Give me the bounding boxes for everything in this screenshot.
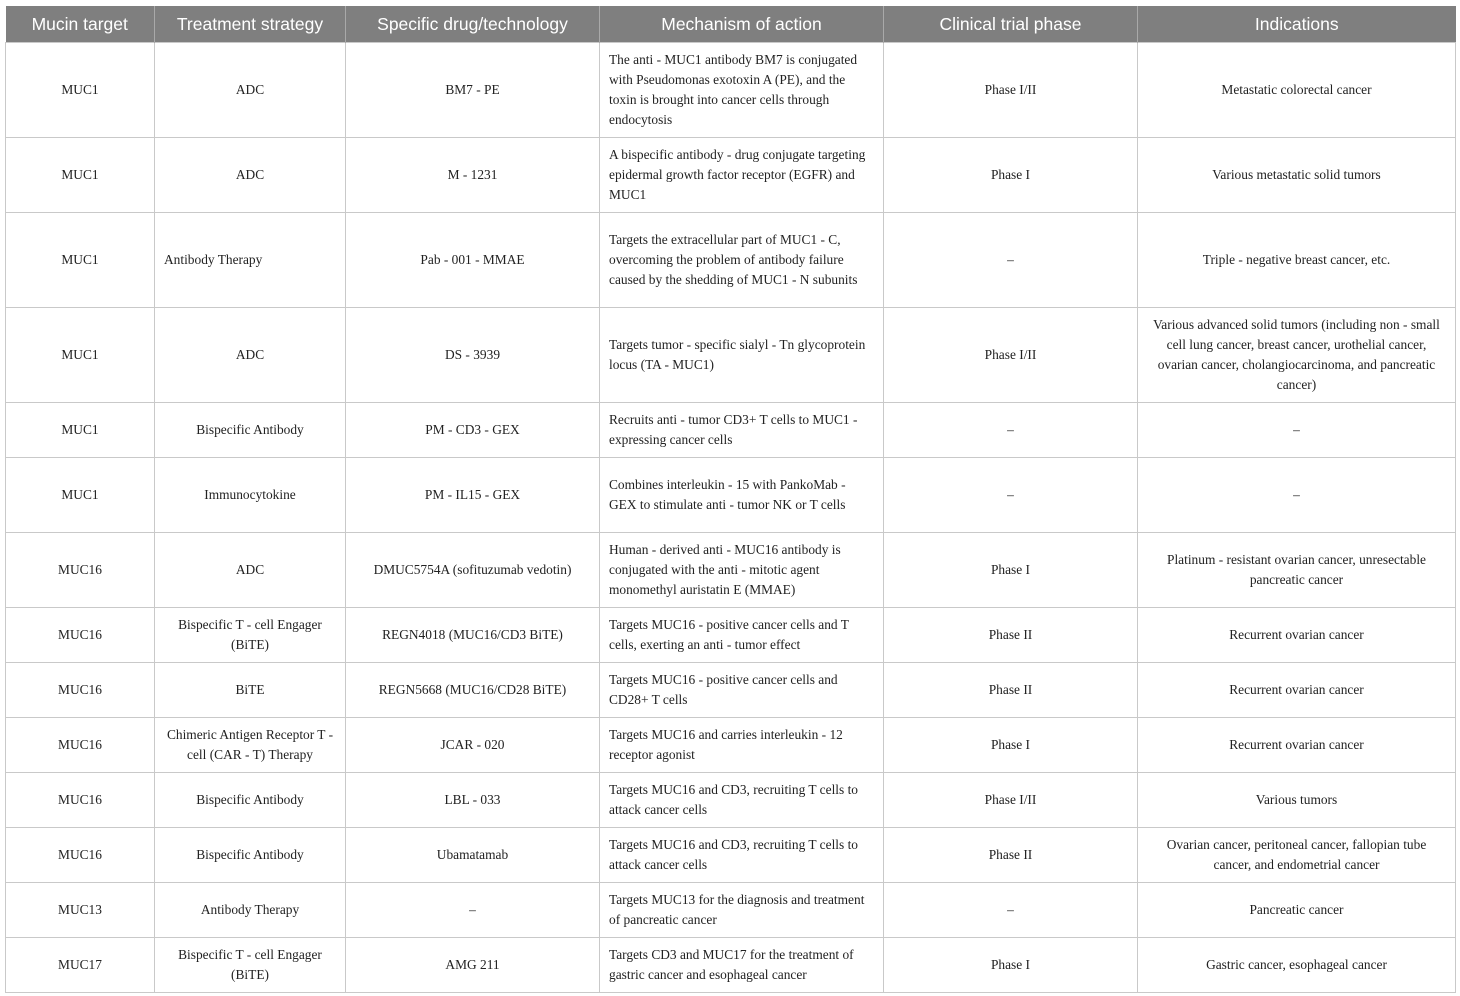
cell-treatment-strategy: Chimeric Antigen Receptor T - cell (CAR - T) Therapy: [155, 718, 346, 773]
table-row: [6, 138, 1456, 213]
cell-mucin-target: MUC16: [6, 718, 155, 773]
cell-phase: Phase II: [884, 663, 1138, 718]
cell-mucin-target: MUC17: [6, 938, 155, 993]
cell-indications: Pancreatic cancer: [1138, 883, 1456, 938]
cell-mucin-target: MUC1: [6, 308, 155, 403]
cell-mechanism: Targets MUC16 - positive cancer cells and T cells, exerting an anti - tumor effect: [600, 608, 884, 663]
cell-phase: –: [884, 213, 1138, 308]
cell-treatment-strategy: Immunocytokine: [155, 458, 346, 533]
cell-drug: JCAR - 020: [346, 718, 600, 773]
cell-treatment-strategy: ADC: [155, 308, 346, 403]
cell-phase: Phase I/II: [884, 308, 1138, 403]
cell-phase: Phase I/II: [884, 43, 1138, 138]
cell-phase: –: [884, 883, 1138, 938]
cell-treatment-strategy: ADC: [155, 533, 346, 608]
table-row: [6, 773, 1456, 828]
cell-drug: –: [346, 883, 600, 938]
cell-mucin-target: MUC1: [6, 43, 155, 138]
table-row: [6, 938, 1456, 993]
cell-drug: LBL - 033: [346, 773, 600, 828]
header-mucin-target: Mucin target: [6, 6, 155, 43]
header-specific-drug: Specific drug/technology: [346, 6, 600, 43]
cell-mucin-target: MUC1: [6, 458, 155, 533]
cell-indications: –: [1138, 403, 1456, 458]
cell-mechanism: Combines interleukin - 15 with PankoMab - GEX to stimulate anti - tumor NK or T cells: [600, 458, 884, 533]
cell-mechanism: Targets tumor - specific sialyl - Tn glycoprotein locus (TA - MUC1): [600, 308, 884, 403]
cell-treatment-strategy: BiTE: [155, 663, 346, 718]
table-row: [6, 213, 1456, 308]
cell-mucin-target: MUC1: [6, 213, 155, 308]
cell-treatment-strategy: Bispecific T - cell Engager (BiTE): [155, 938, 346, 993]
cell-phase: Phase II: [884, 608, 1138, 663]
table-row: [6, 883, 1456, 938]
cell-treatment-strategy: Bispecific Antibody: [155, 828, 346, 883]
cell-mucin-target: MUC1: [6, 138, 155, 213]
cell-indications: Platinum - resistant ovarian cancer, unresectable pancreatic cancer: [1138, 533, 1456, 608]
table-row: [6, 828, 1456, 883]
cell-treatment-strategy: Bispecific T - cell Engager (BiTE): [155, 608, 346, 663]
cell-phase: –: [884, 458, 1138, 533]
header-treatment-strategy: Treatment strategy: [155, 6, 346, 43]
cell-indications: –: [1138, 458, 1456, 533]
cell-indications: Various tumors: [1138, 773, 1456, 828]
cell-phase: Phase II: [884, 828, 1138, 883]
cell-mechanism: Recruits anti - tumor CD3+ T cells to MUC1 - expressing cancer cells: [600, 403, 884, 458]
cell-mechanism: A bispecific antibody - drug conjugate targeting epidermal growth factor receptor (EGFR) and MUC1: [600, 138, 884, 213]
cell-indications: Triple - negative breast cancer, etc.: [1138, 213, 1456, 308]
cell-treatment-strategy: Antibody Therapy: [155, 213, 346, 308]
cell-phase: Phase I: [884, 138, 1138, 213]
cell-drug: M - 1231: [346, 138, 600, 213]
cell-mucin-target: MUC13: [6, 883, 155, 938]
cell-mechanism: Targets MUC16 and CD3, recruiting T cells to attack cancer cells: [600, 773, 884, 828]
cell-mucin-target: MUC16: [6, 828, 155, 883]
cell-treatment-strategy: ADC: [155, 138, 346, 213]
cell-indications: Recurrent ovarian cancer: [1138, 718, 1456, 773]
cell-drug: REGN5668 (MUC16/CD28 BiTE): [346, 663, 600, 718]
cell-mechanism: Targets CD3 and MUC17 for the treatment of gastric cancer and esophageal cancer: [600, 938, 884, 993]
cell-drug: REGN4018 (MUC16/CD3 BiTE): [346, 608, 600, 663]
table-row: [6, 663, 1456, 718]
cell-mechanism: Targets MUC16 - positive cancer cells and CD28+ T cells: [600, 663, 884, 718]
cell-phase: Phase I/II: [884, 773, 1138, 828]
cell-drug: BM7 - PE: [346, 43, 600, 138]
cell-phase: –: [884, 403, 1138, 458]
table-row: [6, 403, 1456, 458]
cell-mechanism: Targets MUC16 and carries interleukin - 12 receptor agonist: [600, 718, 884, 773]
cell-treatment-strategy: Bispecific Antibody: [155, 403, 346, 458]
table-row: [6, 308, 1456, 403]
cell-mucin-target: MUC1: [6, 403, 155, 458]
header-mechanism: Mechanism of action: [600, 6, 884, 43]
cell-phase: Phase I: [884, 938, 1138, 993]
cell-drug: AMG 211: [346, 938, 600, 993]
table-row: [6, 43, 1456, 138]
cell-treatment-strategy: Antibody Therapy: [155, 883, 346, 938]
cell-phase: Phase I: [884, 718, 1138, 773]
header-indications: Indications: [1138, 6, 1456, 43]
cell-indications: Various metastatic solid tumors: [1138, 138, 1456, 213]
cell-mechanism: The anti - MUC1 antibody BM7 is conjugated with Pseudomonas exotoxin A (PE), and the toxin is brought into cancer cells through endocytosis: [600, 43, 884, 138]
table-container: [5, 6, 1455, 993]
cell-mucin-target: MUC16: [6, 533, 155, 608]
cell-mucin-target: MUC16: [6, 663, 155, 718]
cell-mechanism: Human - derived anti - MUC16 antibody is conjugated with the anti - mitotic agent monomethyl auristatin E (MMAE): [600, 533, 884, 608]
cell-drug: PM - CD3 - GEX: [346, 403, 600, 458]
cell-treatment-strategy: ADC: [155, 43, 346, 138]
table-row: [6, 608, 1456, 663]
cell-mucin-target: MUC16: [6, 773, 155, 828]
table-row: [6, 458, 1456, 533]
cell-indications: Various advanced solid tumors (including non - small cell lung cancer, breast cancer, urothelial cancer, ovarian cancer, cholangiocarcinoma, and pancreatic cancer): [1138, 308, 1456, 403]
cell-treatment-strategy: Bispecific Antibody: [155, 773, 346, 828]
cell-drug: DS - 3939: [346, 308, 600, 403]
cell-drug: Ubamatamab: [346, 828, 600, 883]
cell-indications: Recurrent ovarian cancer: [1138, 608, 1456, 663]
cell-mucin-target: MUC16: [6, 608, 155, 663]
cell-drug: DMUC5754A (sofituzumab vedotin): [346, 533, 600, 608]
table-row: [6, 533, 1456, 608]
cell-indications: Metastatic colorectal cancer: [1138, 43, 1456, 138]
cell-drug: PM - IL15 - GEX: [346, 458, 600, 533]
cell-mechanism: Targets the extracellular part of MUC1 - C, overcoming the problem of antibody failure caused by the shedding of MUC1 - N subunits: [600, 213, 884, 308]
cell-phase: Phase I: [884, 533, 1138, 608]
header-row: [6, 6, 1456, 43]
table-row: [6, 718, 1456, 773]
cell-mechanism: Targets MUC13 for the diagnosis and treatment of pancreatic cancer: [600, 883, 884, 938]
cell-mechanism: Targets MUC16 and CD3, recruiting T cells to attack cancer cells: [600, 828, 884, 883]
cell-drug: Pab - 001 - MMAE: [346, 213, 600, 308]
cell-indications: Gastric cancer, esophageal cancer: [1138, 938, 1456, 993]
mucin-therapy-table: [5, 6, 1456, 993]
cell-indications: Ovarian cancer, peritoneal cancer, fallopian tube cancer, and endometrial cancer: [1138, 828, 1456, 883]
cell-indications: Recurrent ovarian cancer: [1138, 663, 1456, 718]
header-clinical-phase: Clinical trial phase: [884, 6, 1138, 43]
